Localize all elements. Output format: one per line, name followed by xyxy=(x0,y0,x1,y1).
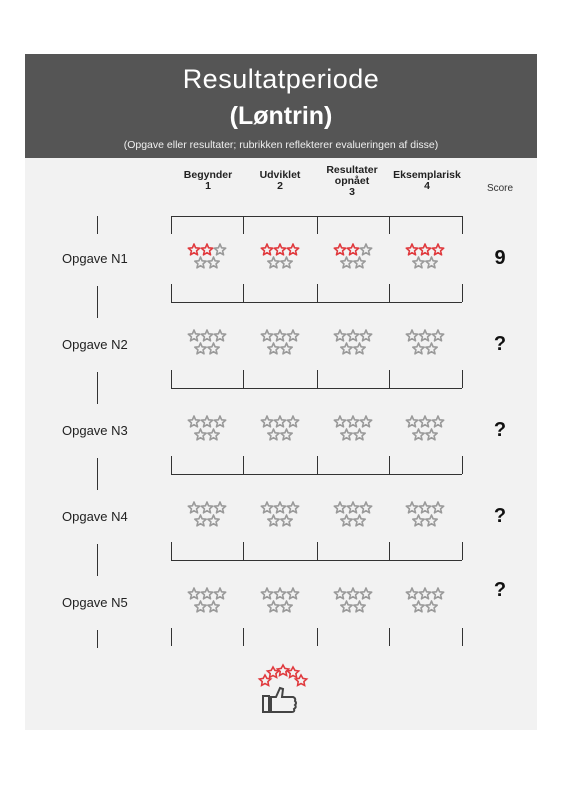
column-header-begynder xyxy=(168,170,248,192)
column-tick xyxy=(243,284,244,302)
star-icon xyxy=(432,330,443,341)
row-divider xyxy=(171,302,462,303)
star-icon xyxy=(261,244,272,255)
column-number: 4 xyxy=(424,180,430,192)
score-column-header: Score xyxy=(486,183,514,194)
column-tick xyxy=(389,216,390,234)
score-value: ? xyxy=(493,419,507,441)
task-label: Opgave N4 xyxy=(62,509,128,524)
task-label: Opgave N5 xyxy=(62,595,128,610)
star-icon xyxy=(201,588,212,599)
row-marker xyxy=(97,630,98,648)
column-tick xyxy=(389,542,390,560)
column-label: Udviklet xyxy=(259,169,301,181)
star-icon xyxy=(413,601,424,612)
score-value: ? xyxy=(493,505,507,527)
star-icon xyxy=(188,416,199,427)
star-icon xyxy=(287,330,298,341)
column-tick xyxy=(317,370,318,388)
column-tick xyxy=(389,456,390,474)
score-value: ? xyxy=(493,579,507,601)
star-rating-cell[interactable] xyxy=(250,499,310,533)
row-divider xyxy=(171,560,462,561)
column-tick xyxy=(171,456,172,474)
score-value: 9 xyxy=(494,247,506,269)
column-tick xyxy=(171,542,172,560)
star-icon xyxy=(413,429,424,440)
star-icon xyxy=(195,257,206,268)
star-icon xyxy=(406,588,417,599)
score-value: ? xyxy=(493,333,507,355)
star-rating-cell[interactable] xyxy=(323,499,383,533)
star-icon xyxy=(426,257,437,268)
star-icon xyxy=(214,416,225,427)
task-label: Opgave N2 xyxy=(62,337,128,352)
star-rating-cell[interactable] xyxy=(395,499,455,533)
star-icon xyxy=(281,429,292,440)
task-label: Opgave N3 xyxy=(62,423,128,438)
star-icon xyxy=(334,416,345,427)
star-icon xyxy=(334,244,345,255)
column-tick xyxy=(243,216,244,234)
header-note: (Opgave eller resultater; rubrikken reflekterer evalueringen af disse) xyxy=(123,139,439,151)
star-icon xyxy=(354,257,365,268)
column-tick xyxy=(317,456,318,474)
star-icon xyxy=(341,257,352,268)
rubric-sheet xyxy=(25,54,537,730)
column-tick xyxy=(317,542,318,560)
column-tick xyxy=(243,370,244,388)
star-icon xyxy=(214,588,225,599)
star-icon xyxy=(413,515,424,526)
star-icon xyxy=(360,502,371,513)
star-icon xyxy=(214,244,225,255)
star-icon xyxy=(201,416,212,427)
star-icon xyxy=(360,244,371,255)
column-tick xyxy=(462,216,463,234)
row-divider xyxy=(171,388,462,389)
row-marker xyxy=(97,458,98,490)
star-rating-cell[interactable] xyxy=(250,241,310,275)
star-icon xyxy=(419,502,430,513)
star-icon xyxy=(347,416,358,427)
star-rating-cell[interactable] xyxy=(395,585,455,619)
star-rating-cell[interactable] xyxy=(395,241,455,275)
column-tick xyxy=(462,284,463,302)
column-tick xyxy=(389,284,390,302)
star-icon xyxy=(334,502,345,513)
column-tick xyxy=(462,370,463,388)
star-icon xyxy=(208,601,219,612)
star-icon xyxy=(268,343,279,354)
task-label: Opgave N1 xyxy=(62,251,128,266)
star-icon xyxy=(406,244,417,255)
star-icon xyxy=(195,343,206,354)
star-icon xyxy=(188,244,199,255)
star-icon xyxy=(341,601,352,612)
star-rating-cell[interactable] xyxy=(323,585,383,619)
star-icon xyxy=(360,588,371,599)
star-rating-cell[interactable] xyxy=(323,327,383,361)
star-icon xyxy=(208,257,219,268)
star-icon xyxy=(426,429,437,440)
star-icon xyxy=(354,343,365,354)
star-icon xyxy=(334,330,345,341)
star-rating-cell[interactable] xyxy=(177,327,237,361)
star-rating-cell[interactable] xyxy=(250,413,310,447)
row-marker xyxy=(97,286,98,318)
column-label: Eksemplarisk xyxy=(393,169,461,181)
column-label: Begynder xyxy=(183,169,233,181)
column-header-udviklet xyxy=(240,170,320,192)
column-tick xyxy=(171,284,172,302)
column-tick xyxy=(462,628,463,646)
thumbs-up-stars-icon xyxy=(251,662,309,718)
page-title: Resultatperiode xyxy=(182,64,380,94)
star-icon xyxy=(419,330,430,341)
star-icon xyxy=(413,343,424,354)
star-rating-cell[interactable] xyxy=(395,327,455,361)
star-icon xyxy=(354,601,365,612)
star-icon xyxy=(287,588,298,599)
column-tick xyxy=(462,542,463,560)
star-icon xyxy=(426,343,437,354)
column-tick xyxy=(171,370,172,388)
star-icon xyxy=(268,257,279,268)
star-icon xyxy=(347,330,358,341)
star-icon xyxy=(419,416,430,427)
column-number: 1 xyxy=(205,180,211,192)
star-icon xyxy=(201,502,212,513)
star-icon xyxy=(406,502,417,513)
column-tick xyxy=(389,628,390,646)
star-icon xyxy=(188,502,199,513)
star-icon xyxy=(195,429,206,440)
star-icon xyxy=(347,244,358,255)
star-icon xyxy=(281,343,292,354)
star-icon xyxy=(432,416,443,427)
column-label: Resultater opnået xyxy=(326,164,378,187)
column-tick xyxy=(317,628,318,646)
star-icon xyxy=(195,515,206,526)
page-subtitle: (Løntrin) xyxy=(229,102,333,130)
column-header-eksemplarisk xyxy=(387,170,467,192)
star-icon xyxy=(419,244,430,255)
column-tick xyxy=(317,284,318,302)
star-icon xyxy=(274,330,285,341)
star-icon xyxy=(195,601,206,612)
star-icon xyxy=(188,330,199,341)
star-icon xyxy=(201,244,212,255)
star-icon xyxy=(287,244,298,255)
column-tick xyxy=(243,542,244,560)
star-icon xyxy=(287,416,298,427)
star-rating-cell[interactable] xyxy=(177,499,237,533)
star-icon xyxy=(268,601,279,612)
star-icon xyxy=(208,515,219,526)
star-icon xyxy=(413,257,424,268)
star-icon xyxy=(274,502,285,513)
star-icon xyxy=(354,429,365,440)
column-tick xyxy=(462,456,463,474)
star-icon xyxy=(360,330,371,341)
star-rating-cell[interactable] xyxy=(177,585,237,619)
column-number: 3 xyxy=(349,186,355,198)
star-icon xyxy=(426,601,437,612)
header-banner xyxy=(25,54,537,158)
star-icon xyxy=(354,515,365,526)
star-icon xyxy=(341,343,352,354)
star-icon xyxy=(287,502,298,513)
star-icon xyxy=(426,515,437,526)
star-icon xyxy=(432,588,443,599)
star-rating-cell[interactable] xyxy=(177,413,237,447)
star-icon xyxy=(214,502,225,513)
column-header-resultater xyxy=(312,165,392,198)
star-icon xyxy=(208,429,219,440)
star-rating-cell[interactable] xyxy=(323,241,383,275)
star-icon xyxy=(208,343,219,354)
star-icon xyxy=(274,416,285,427)
star-icon xyxy=(188,588,199,599)
star-icon xyxy=(341,429,352,440)
star-icon xyxy=(261,588,272,599)
star-rating-cell[interactable] xyxy=(250,327,310,361)
column-tick xyxy=(389,370,390,388)
row-marker xyxy=(97,216,98,234)
star-icon xyxy=(406,416,417,427)
column-number: 2 xyxy=(277,180,283,192)
star-icon xyxy=(274,588,285,599)
star-rating-cell[interactable] xyxy=(250,585,310,619)
star-icon xyxy=(268,429,279,440)
star-icon xyxy=(281,601,292,612)
column-tick xyxy=(243,456,244,474)
star-icon xyxy=(419,588,430,599)
star-icon xyxy=(268,515,279,526)
star-icon xyxy=(261,330,272,341)
star-icon xyxy=(281,257,292,268)
column-tick xyxy=(243,628,244,646)
star-rating-cell[interactable] xyxy=(395,413,455,447)
star-icon xyxy=(432,502,443,513)
star-rating-cell[interactable] xyxy=(177,241,237,275)
column-tick xyxy=(317,216,318,234)
star-icon xyxy=(334,588,345,599)
row-marker xyxy=(97,372,98,404)
star-icon xyxy=(261,502,272,513)
star-icon xyxy=(214,330,225,341)
grid-top-rule xyxy=(171,216,462,217)
row-marker xyxy=(97,544,98,576)
star-icon xyxy=(274,244,285,255)
star-rating-cell[interactable] xyxy=(323,413,383,447)
star-icon xyxy=(347,502,358,513)
star-icon xyxy=(406,330,417,341)
star-icon xyxy=(432,244,443,255)
column-tick xyxy=(171,216,172,234)
star-icon xyxy=(201,330,212,341)
star-icon xyxy=(261,416,272,427)
star-icon xyxy=(281,515,292,526)
row-divider xyxy=(171,474,462,475)
star-icon xyxy=(360,416,371,427)
star-icon xyxy=(341,515,352,526)
star-icon xyxy=(347,588,358,599)
star-icon xyxy=(277,665,288,675)
column-tick xyxy=(171,628,172,646)
